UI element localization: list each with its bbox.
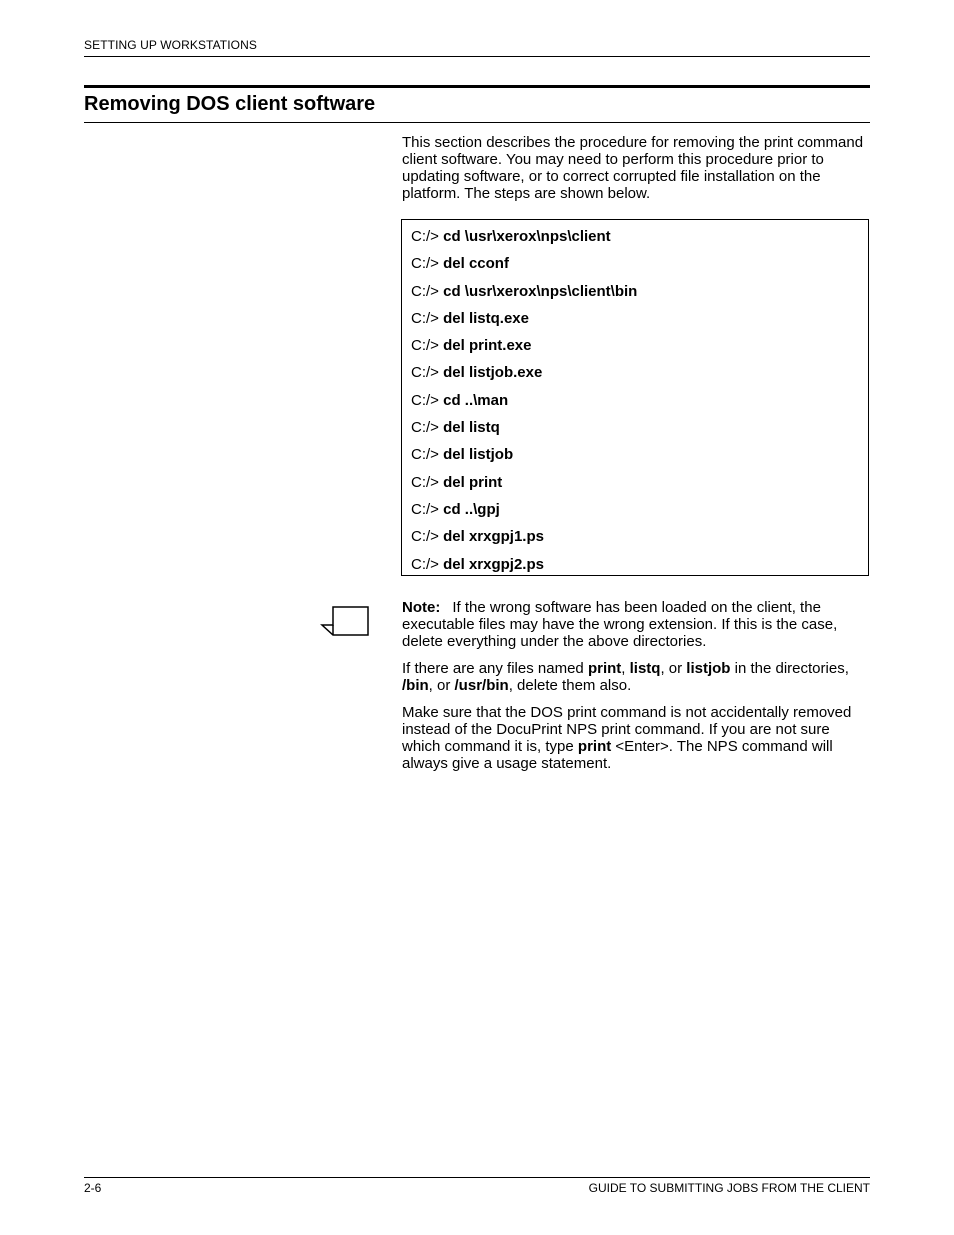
filename-listq: listq [629, 660, 661, 677]
command-text: cd \usr\xerox\nps\client\bin [443, 282, 638, 300]
command-list [411, 223, 637, 578]
command-line [411, 441, 637, 468]
command-text: del cconf [443, 255, 509, 273]
filename-listjob: listjob [686, 660, 731, 677]
command-line [411, 278, 637, 305]
command-line [411, 496, 637, 523]
note-text: If the wrong software has been loaded on the client, the executable files may have the wrong extension. If this is the case, delete everything under the above directories. [402, 599, 838, 650]
command-prompt: C:/> [411, 391, 439, 409]
command-text: del print [443, 473, 503, 491]
command-line [411, 359, 637, 386]
command-prompt: C:/> [411, 364, 439, 382]
text-run: , or [428, 677, 455, 694]
command-prompt: C:/> [411, 555, 439, 573]
command-text: del listjob [443, 446, 514, 464]
footer-rule [84, 1177, 870, 1178]
filename-print: print [587, 660, 622, 677]
command-prompt: C:/> [411, 337, 439, 355]
command-prompt: C:/> [411, 473, 439, 491]
command-line [411, 250, 637, 277]
running-footer: GUIDE TO SUBMITTING JOBS FROM THE CLIENT [588, 1181, 870, 1195]
text-run: in the directories, [730, 660, 849, 677]
command-text: del xrxgpj1.ps [443, 528, 544, 546]
text-run: If there are any files named [402, 660, 588, 677]
command-prompt: C:/> [411, 528, 439, 546]
command-prompt: C:/> [411, 282, 439, 300]
header-rule [84, 56, 870, 57]
command-line [411, 414, 637, 441]
command-text: del print.exe [443, 337, 532, 355]
section-title: Removing DOS client software [84, 93, 376, 115]
directory-usr-bin: /usr/bin [454, 677, 509, 694]
text-run: , [621, 660, 630, 677]
command-line [411, 305, 637, 332]
files-paragraph [402, 660, 872, 694]
command-line [411, 387, 637, 414]
text-run: Make sure that the DOS print command is not accidentally removed instead of the DocuPrint NPS print command. If you are not sure which command it is, type [402, 704, 852, 755]
dos-print-paragraph [402, 704, 872, 772]
directory-bin: /bin [402, 677, 429, 694]
command-text: del listq [443, 419, 500, 437]
command-text: del listq.exe [443, 309, 529, 327]
intro-paragraph: This section describes the procedure for removing the print command client software. You may need to perform this procedure prior to updating software, or to correct corrupted file installation on the platform. The steps are shown below. [402, 134, 864, 202]
command-prompt: C:/> [411, 309, 439, 327]
command-text: del xrxgpj2.ps [443, 555, 544, 573]
text-run: , delete them also. [508, 677, 632, 694]
running-header: SETTING UP WORKSTATIONS [84, 38, 257, 52]
page-number: 2-6 [84, 1181, 102, 1195]
command-line [411, 551, 637, 578]
note-label: Note: [402, 599, 441, 616]
command-text: cd ..\man [443, 391, 509, 409]
command-prompt: C:/> [411, 500, 439, 518]
command-line [411, 223, 637, 250]
command-text: cd ..\gpj [443, 500, 500, 518]
command-print: print [577, 738, 612, 755]
text-run: , or [660, 660, 687, 677]
note-block [402, 599, 872, 782]
command-box [401, 219, 869, 576]
command-text: cd \usr\xerox\nps\client [443, 228, 611, 245]
command-line [411, 523, 637, 550]
command-prompt: C:/> [411, 255, 439, 273]
note-icon [320, 606, 370, 636]
section-rule-thick [84, 85, 870, 88]
text-run: <Enter>. The NPS command will always give a usage statement. [402, 738, 833, 772]
command-line [411, 332, 637, 359]
command-prompt: C:/> [411, 419, 439, 437]
command-text: del listjob.exe [443, 364, 543, 382]
command-line [411, 469, 637, 496]
command-prompt: C:/> [411, 228, 439, 245]
note-paragraph [402, 599, 872, 650]
section-rule-thin [84, 122, 870, 123]
command-prompt: C:/> [411, 446, 439, 464]
